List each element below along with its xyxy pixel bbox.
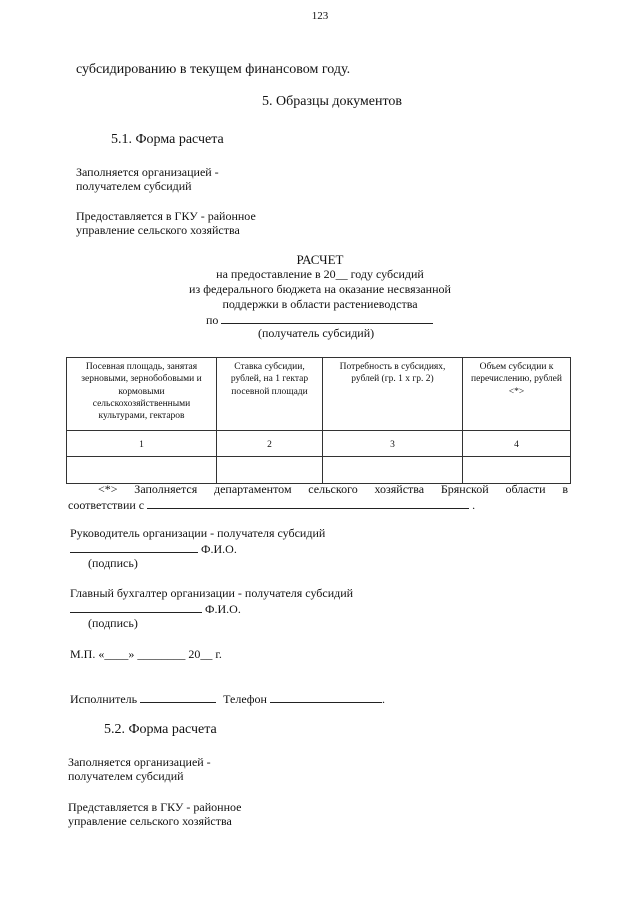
table-number-cell: 3: [323, 431, 463, 457]
form1-subtitle-2: из федерального бюджета на оказание несвязанной: [189, 282, 451, 296]
head-signature-line: [70, 541, 237, 557]
head-title: Руководитель организации - получателя субсидий: [70, 526, 326, 540]
head-signature-caption: (подпись): [88, 556, 138, 570]
table-number-cell: 1: [67, 431, 217, 457]
accountant-signature-line: [70, 601, 241, 617]
executor-label: Исполнитель: [70, 692, 138, 706]
footnote-blank: [147, 497, 469, 509]
form2-submitted-to-1: Представляется в ГКУ - районное: [68, 800, 242, 814]
form1-submitted-to-1: Предоставляется в ГКУ - районное: [76, 209, 256, 223]
phone-blank: [270, 691, 382, 703]
table-header-cell: Ставка субсидии, рублей, на 1 гектар посевной площади: [217, 358, 323, 431]
section-title: 5. Образцы документов: [262, 94, 403, 109]
executor-line: Исполнитель Телефон .: [70, 692, 385, 706]
accountant-fio: Ф.И.О.: [205, 602, 241, 616]
page-number: 123: [311, 10, 329, 22]
intro-line: субсидированию в текущем финансовом году.: [76, 62, 351, 77]
po-label: по: [206, 313, 219, 327]
form2-filled-by-2: получателем субсидий: [68, 769, 184, 783]
table-cell[interactable]: [463, 457, 571, 484]
table-cell[interactable]: [323, 457, 463, 484]
table-number-cell: 4: [463, 431, 571, 457]
calculation-table: [66, 357, 571, 484]
table-header-cell: Объем субсидии к перечислению, рублей <*>: [463, 358, 571, 431]
executor-blank: [140, 691, 216, 703]
form1-subtitle-1: на предоставление в 20__ году субсидий: [216, 267, 424, 281]
form1-filled-by-1: Заполняется организацией -: [76, 165, 219, 179]
head-signature-blank: [70, 541, 198, 553]
table-number-row: [67, 431, 571, 457]
table-cell[interactable]: [67, 457, 217, 484]
form1-filled-by-2: получателем субсидий: [76, 179, 192, 193]
footnote-continuation: соответствии с .: [68, 498, 476, 512]
footnote-text: <*> Заполняется департаментом сельского хозяйства Брянской области в: [98, 482, 568, 496]
table-row: [67, 457, 571, 484]
form1-subtitle-3: поддержки в области растениеводства: [222, 297, 418, 311]
phone-label: Телефон: [223, 692, 267, 706]
head-fio: Ф.И.О.: [201, 542, 237, 556]
accountant-title: Главный бухгалтер организации - получателя субсидий: [70, 586, 354, 600]
form1-heading: 5.1. Форма расчета: [111, 132, 224, 147]
form1-submitted-to-2: управление сельского хозяйства: [76, 223, 240, 237]
recipient-blank: [221, 312, 433, 324]
table-number-cell: 2: [217, 431, 323, 457]
table-cell[interactable]: [217, 457, 323, 484]
stamp-date-line: М.П. «____» ________ 20__ г.: [70, 647, 222, 661]
footnote: [68, 482, 568, 498]
footnote-cont-text: соответствии с: [68, 498, 145, 512]
form2-heading: 5.2. Форма расчета: [104, 722, 217, 737]
recipient-caption: (получатель субсидий): [258, 326, 375, 340]
accountant-signature-blank: [70, 601, 202, 613]
table-header-cell: Посевная площадь, занятая зерновыми, зернобобовыми и кормовыми сельскохозяйственными культурами, гектаров: [67, 358, 217, 431]
form2-submitted-to-2: управление сельского хозяйства: [68, 814, 232, 828]
table-header-cell: Потребность в субсидиях, рублей (гр. 1 х гр. 2): [323, 358, 463, 431]
accountant-signature-caption: (подпись): [88, 616, 138, 630]
form2-filled-by-1: Заполняется организацией -: [68, 755, 211, 769]
form1-title: РАСЧЕТ: [296, 252, 344, 267]
table-header-row: [67, 358, 571, 431]
